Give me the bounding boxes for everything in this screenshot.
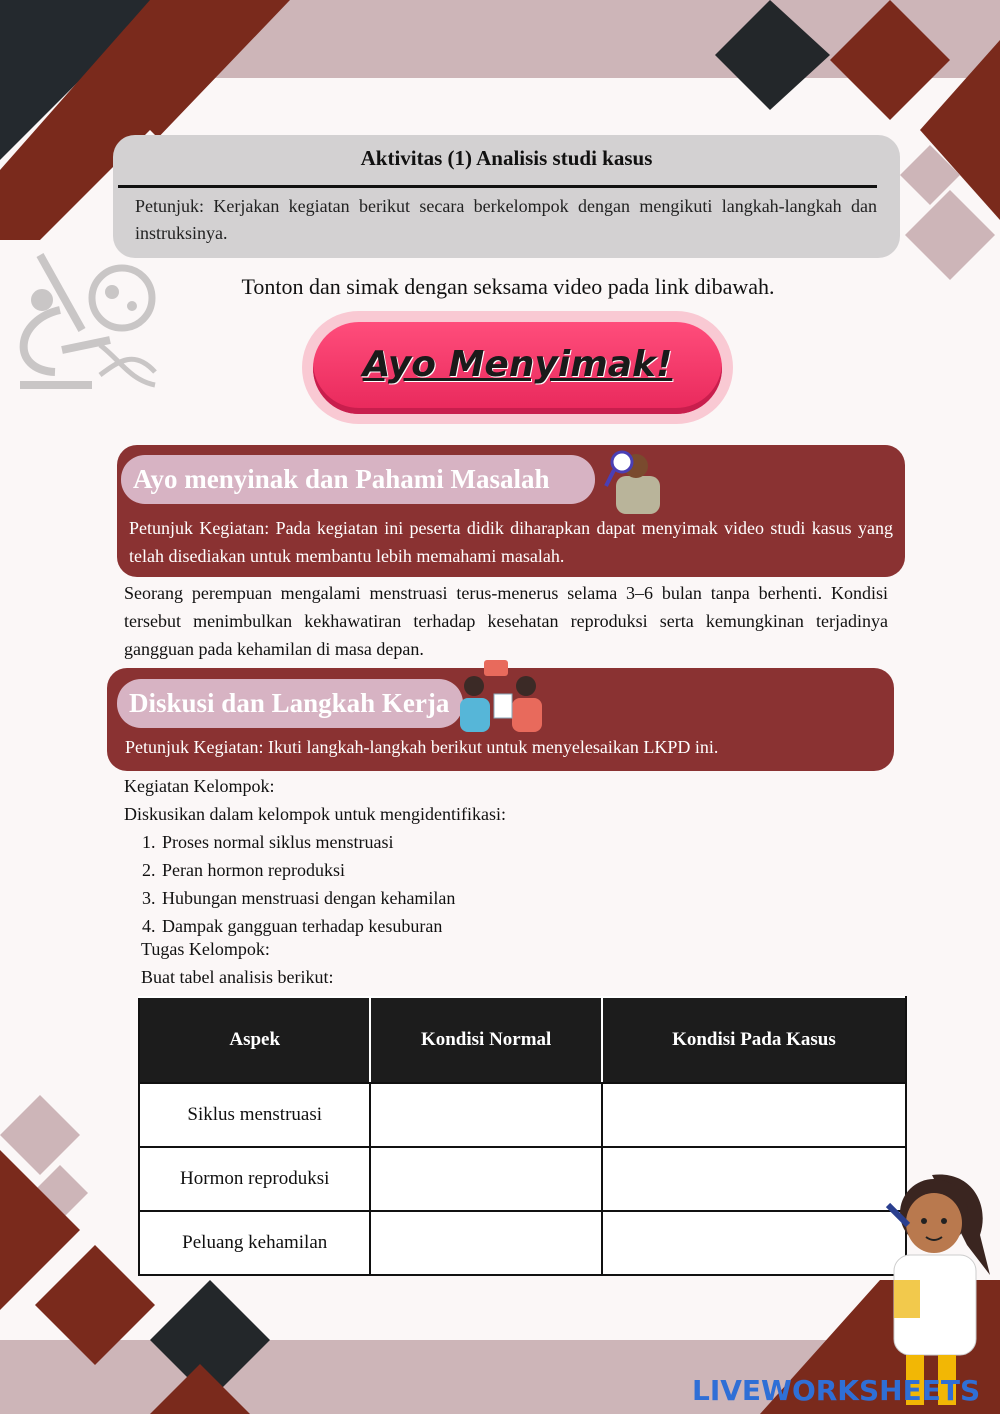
- diamond-rose-right: [905, 190, 995, 280]
- microscope-icon: [20, 255, 110, 385]
- answer-cell[interactable]: [370, 1083, 601, 1147]
- table-cell: Siklus menstruasi: [139, 1083, 370, 1147]
- group-heading: Kegiatan Kelompok:: [124, 776, 275, 796]
- analysis-table: [138, 996, 907, 1276]
- watch-instruction: Tonton dan simak dengan seksama video pada link dibawah.: [241, 274, 775, 299]
- table-cell: Peluang kehamilan: [139, 1211, 370, 1275]
- cell-icon: [127, 301, 137, 311]
- cell-icon: [105, 285, 119, 299]
- task-text: Buat tabel analisis berikut:: [141, 967, 334, 987]
- step-list: [124, 828, 455, 940]
- group-intro: Diskusikan dalam kelompok untuk mengidentifikasi:: [124, 804, 506, 824]
- table-cell: Hormon reproduksi: [139, 1147, 370, 1211]
- answer-cell[interactable]: [370, 1147, 601, 1211]
- header-cell: Kondisi Pada Kasus: [602, 997, 906, 1083]
- activity-instruction: Petunjuk: Kerjakan kegiatan berikut secara berkelompok dengan mengikuti langkah-langkah dan instruksinya.: [135, 196, 877, 243]
- table-row: [139, 1147, 906, 1211]
- header-cell: Kondisi Normal: [370, 997, 601, 1083]
- answer-cell[interactable]: [602, 1083, 906, 1147]
- video-link-button[interactable]: Ayo Menyimak!: [313, 322, 722, 414]
- list-item: 3. Hubungan menstruasi dengan kehamilan: [160, 884, 455, 912]
- table-header-row: [139, 997, 906, 1083]
- section2-title: Diskusi dan Langkah Kerja: [117, 679, 463, 728]
- section1-title: Ayo menyinak dan Pahami Masalah: [121, 455, 595, 504]
- table-row: [139, 1083, 906, 1147]
- list-item: 2. Peran hormon reproduksi: [160, 856, 455, 884]
- divider: [118, 185, 877, 188]
- liveworksheets-logo: LIVEWORKSHEETS: [692, 1374, 981, 1407]
- section1-instruction: Petunjuk Kegiatan: Pada kegiatan ini peserta didik diharapkan dapat menyimak video studi kasus yang telah disediakan untuk membantu lebih memahami masalah.: [129, 518, 893, 566]
- answer-cell[interactable]: [602, 1147, 906, 1211]
- detective-person-icon: [596, 448, 666, 514]
- list-item: 4. Dampak gangguan terhadap kesuburan: [160, 912, 455, 940]
- dna-icon: [100, 345, 155, 385]
- task-heading: Tugas Kelompok:: [141, 939, 270, 959]
- answer-cell[interactable]: [602, 1211, 906, 1275]
- section2-instruction: Petunjuk Kegiatan: Ikuti langkah-langkah berikut untuk menyelesaikan LKPD ini.: [125, 737, 719, 757]
- discussion-people-icon: [456, 658, 548, 734]
- case-text: Seorang perempuan mengalami menstruasi terus-menerus selama 3–6 bulan tanpa berhenti. Kondisi tersebut menimbulkan kekhawatiran terhadap kesehatan reproduksi serta kemungkinan terjadinya gangguan pada kehamilan di masa depan.: [124, 583, 888, 659]
- table-row: [139, 1211, 906, 1275]
- list-item: 1. Proses normal siklus menstruasi: [160, 828, 455, 856]
- header-cell: Aspek: [139, 997, 370, 1083]
- answer-cell[interactable]: [370, 1211, 601, 1275]
- activity-title: Aktivitas (1) Analisis studi kasus: [360, 146, 653, 170]
